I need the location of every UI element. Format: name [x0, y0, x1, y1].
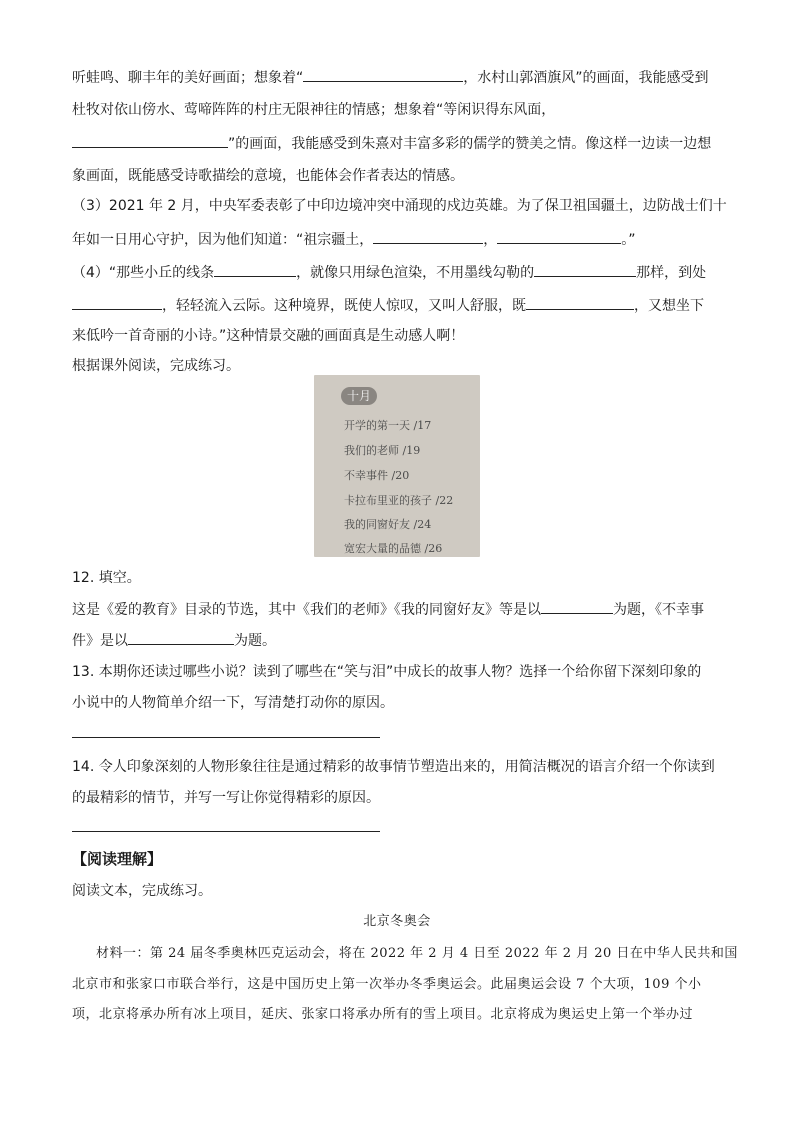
- month-badge: 十月: [341, 387, 377, 405]
- text-segment: 件》是以: [72, 633, 128, 649]
- text-segment: 为题。: [234, 633, 276, 649]
- text-segment: 。”: [621, 232, 636, 248]
- text-segment: ，: [483, 232, 498, 248]
- text-segment: 年如一日用心守护，因为他们知道：“祖宗疆土，: [72, 232, 374, 248]
- answer-line[interactable]: [72, 831, 380, 832]
- toc-item: 我的同窗好友 /24: [344, 518, 432, 531]
- text-line: 杜牧对依山傍水、莺啼阵阵的村庄无限神往的情感；想象着“等闲识得东风面，: [72, 102, 556, 118]
- toc-item: 开学的第一天 /17: [344, 419, 432, 432]
- text-line: （3）2021 年 2 月，中央军委表彰了中印边境冲突中涌现的戍边英雄。为了保卫祖国疆土，边防战士们十: [72, 198, 727, 214]
- toc-item: 卡拉布里亚的孩子 /22: [344, 494, 454, 507]
- answer-blank[interactable]: [72, 133, 228, 148]
- text-segment: 为题，《不幸事: [613, 602, 704, 618]
- question-13: 13. 本期你还读过哪些小说？读到了哪些在“笑与泪”中成长的故事人物？选择一个给你留下深刻印象的: [72, 664, 702, 680]
- text-line: [72, 630, 722, 651]
- text-segment: ，轻轻流入云际。这种境界，既使人惊叹，又叫人舒服，既: [162, 298, 526, 314]
- text-segment: ”的画面，我能感受到朱熹对丰富多彩的儒学的赞美之情。像这样一边读一边想: [228, 136, 712, 152]
- answer-blank[interactable]: [128, 630, 234, 645]
- text-line: [72, 133, 722, 154]
- toc-photo: [314, 375, 480, 557]
- text-segment: ，就像只用绿色渲染，不用墨线勾勒的: [296, 265, 535, 281]
- answer-blank[interactable]: [214, 262, 296, 277]
- passage-line: 北京市和张家口市联合举行，这是中国历史上第一次举办冬季奥运会。此届奥运会设 7 个大项，109 个小: [72, 977, 702, 992]
- text-segment: ，又想坐下: [634, 298, 704, 314]
- text-segment: （4）“那些小丘的线条: [72, 265, 215, 281]
- text-line: 来低吟一首奇丽的小诗。”这种情景交融的画面真是生动感人啊！: [72, 328, 465, 344]
- section-title: 【阅读理解】: [72, 850, 163, 868]
- answer-blank[interactable]: [497, 229, 621, 244]
- instruction: 阅读文本，完成练习。: [72, 883, 212, 899]
- toc-item: 不幸事件 /20: [344, 469, 410, 482]
- passage-title: 北京冬奥会: [363, 914, 431, 929]
- text-line: [72, 599, 722, 620]
- text-line: 象画面，既能感受诗歌描绘的意境，也能体会作者表达的情感。: [72, 168, 464, 184]
- answer-blank[interactable]: [541, 599, 613, 614]
- answer-blank[interactable]: [534, 262, 636, 277]
- text-segment: 那样，到处: [636, 265, 707, 281]
- text-line: [72, 229, 722, 250]
- question-14: 14. 令人印象深刻的人物形象往往是通过精彩的故事情节塑造出来的，用简洁概况的语言介绍一个你读到: [72, 759, 715, 775]
- question-12-title: 12. 填空。: [72, 570, 141, 586]
- answer-blank[interactable]: [373, 229, 483, 244]
- passage-line: 项，北京将承办所有冰上项目，延庆、张家口将承办所有的雪上项目。北京将成为奥运史上第一个举办过: [72, 1007, 694, 1022]
- passage-line: 材料一：第 24 届冬季奥林匹克运动会，将在 2022 年 2 月 4 日至 2022 年 2 月 20 日在中华人民共和国: [96, 946, 738, 961]
- answer-blank[interactable]: [72, 295, 162, 310]
- text-segment: 这是《爱的教育》目录的节选，其中《我们的老师》《我的同窗好友》等是以: [72, 602, 541, 618]
- text-line: 小说中的人物简单介绍一下，写清楚打动你的原因。: [72, 695, 394, 711]
- text-line: [72, 262, 722, 283]
- toc-item: 我们的老师 /19: [344, 444, 421, 457]
- text-line: [72, 67, 722, 88]
- text-line: 根据课外阅读，完成练习。: [72, 358, 240, 374]
- answer-blank[interactable]: [303, 67, 463, 82]
- text-segment: ，水村山郭酒旗风”的画面，我能感受到: [463, 70, 709, 86]
- text-line: 的最精彩的情节，并写一写让你觉得精彩的原因。: [72, 790, 380, 806]
- answer-line[interactable]: [72, 737, 380, 738]
- text-segment: 听蛙鸣、聊丰年的美好画面；想象着“: [72, 70, 304, 86]
- text-line: [72, 295, 722, 316]
- toc-item: 宽宏大量的品德 /26: [344, 542, 443, 555]
- answer-blank[interactable]: [526, 295, 634, 310]
